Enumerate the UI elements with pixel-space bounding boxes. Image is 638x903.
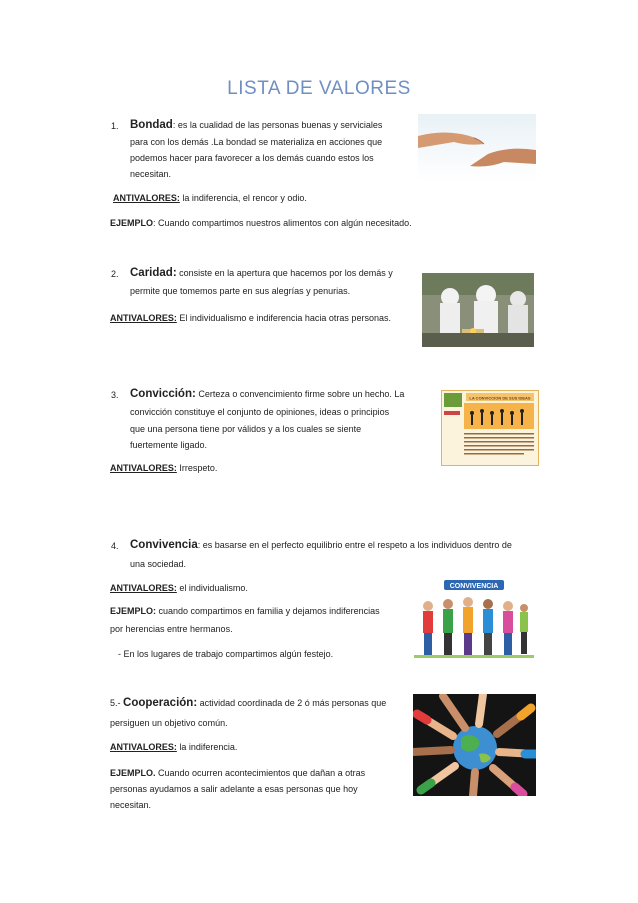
page-title: LISTA DE VALORES [227, 78, 411, 99]
ejemplo-text: cuando compartimos en familia y dejamos indiferencias [156, 606, 380, 616]
hands-globe-image [413, 694, 536, 796]
item-number: 4. [111, 541, 119, 551]
cooperacion-definition-line-1 [110, 695, 386, 711]
caridad-antivalores [110, 310, 391, 326]
bondad-ejemplo [110, 215, 412, 231]
antivalores-label: ANTIVALORES: [110, 463, 177, 473]
term-convivencia: Convivencia [130, 539, 198, 551]
convivencia-ejemplo-line-2: por herencias entre hermanos. [110, 624, 233, 634]
cooperacion-ejemplo-line-2: personas ayudamos a salir adelante a esas personas que hoy [110, 784, 358, 794]
caridad-definition-line-1 [130, 265, 393, 281]
bondad-definition-line-4: necesitan. [130, 169, 172, 179]
cooperacion-definition-line-2: persiguen un objetivo común. [110, 718, 228, 728]
conviccion-definition-line-3: que una persona tiene por válidos y a los cuales se siente [130, 424, 362, 434]
convivencia-ejemplo-line-3: - En los lugares de trabajo compartimos algún festejo. [118, 649, 334, 659]
antivalores-text: la indiferencia, el rencor y odio. [179, 193, 307, 203]
item-number: 3. [111, 390, 119, 400]
term-cooperacion: Cooperación: [123, 697, 198, 709]
item-number: 1. [111, 121, 119, 131]
conviccion-definition-line-1 [130, 386, 404, 402]
ejemplo-label: EJEMPLO: [110, 606, 157, 616]
cooperacion-antivalores [110, 739, 237, 755]
term-bondad: Bondad [130, 119, 173, 131]
ejemplo-label: EJEMPLO. [110, 768, 156, 778]
ejemplo-text: : Cuando compartimos nuestros alimentos con algún necesitado. [153, 218, 412, 228]
nuns-image [422, 273, 534, 347]
bondad-definition-line-3: podemos hacer para favorecer a los demás cuando estos los [130, 153, 374, 163]
antivalores-text: la indiferencia. [176, 742, 238, 752]
item-number: 2. [111, 269, 119, 279]
conviccion-image-caption: LA CONVICCION DE SUS IDEAS [469, 395, 531, 401]
bondad-definition-line-2: para con los demás .La bondad se materializa en acciones que [130, 137, 383, 147]
cooperacion-ejemplo-line-1 [110, 765, 365, 781]
caridad-definition-line-2: permite que tomemos parte en sus alegrías y penurias. [130, 286, 351, 296]
term-conviccion: Convicción: [130, 388, 196, 400]
ejemplo-label: EJEMPLO [110, 218, 154, 228]
definition-text: consiste en la apertura que hacemos por los demás y [176, 268, 393, 278]
convivencia-ejemplo-line-1 [110, 603, 380, 619]
antivalores-label: ANTIVALORES: [110, 742, 177, 752]
definition-text: : es la cualidad de las personas buenas y serviciales [172, 120, 383, 130]
antivalores-label: ANTIVALORES: [113, 193, 180, 203]
antivalores-text: Irrespeto. [176, 463, 218, 473]
definition-text: Certeza o convencimiento firme sobre un hecho. La [195, 389, 405, 399]
convivencia-definition-line-1 [130, 537, 512, 553]
antivalores-text: El individualismo e indiferencia hacia otras personas. [176, 313, 391, 323]
bondad-definition-line-1 [130, 117, 382, 133]
cooperacion-ejemplo-line-3: necesitan. [110, 800, 152, 810]
conviccion-antivalores [110, 460, 217, 476]
conviccion-definition-line-4: fuertemente ligado. [130, 440, 208, 450]
conviccion-image [441, 390, 539, 466]
definition-text: actividad coordinada de 2 ó más personas que [197, 698, 387, 708]
definition-text: : es basarse en el perfecto equilibrio entre el respeto a los individuos dentro de [197, 540, 512, 550]
antivalores-text: el individualismo. [176, 583, 248, 593]
ejemplo-text: Cuando ocurren acontecimientos que dañan a otras [155, 768, 366, 778]
hands-image [418, 114, 536, 182]
item-number: 5.- [110, 698, 121, 708]
convivencia-definition-line-2: una sociedad. [130, 559, 187, 569]
conviccion-definition-line-2: convicción constituye el conjunto de opiniones, ideas o principios [130, 407, 390, 417]
convivencia-image-caption: CONVIVENCIA [449, 583, 499, 590]
bondad-antivalores [113, 190, 307, 206]
convivencia-antivalores [110, 580, 248, 596]
convivencia-image [414, 578, 534, 662]
antivalores-label: ANTIVALORES: [110, 583, 177, 593]
term-caridad: Caridad: [130, 267, 177, 279]
antivalores-label: ANTIVALORES: [110, 313, 177, 323]
